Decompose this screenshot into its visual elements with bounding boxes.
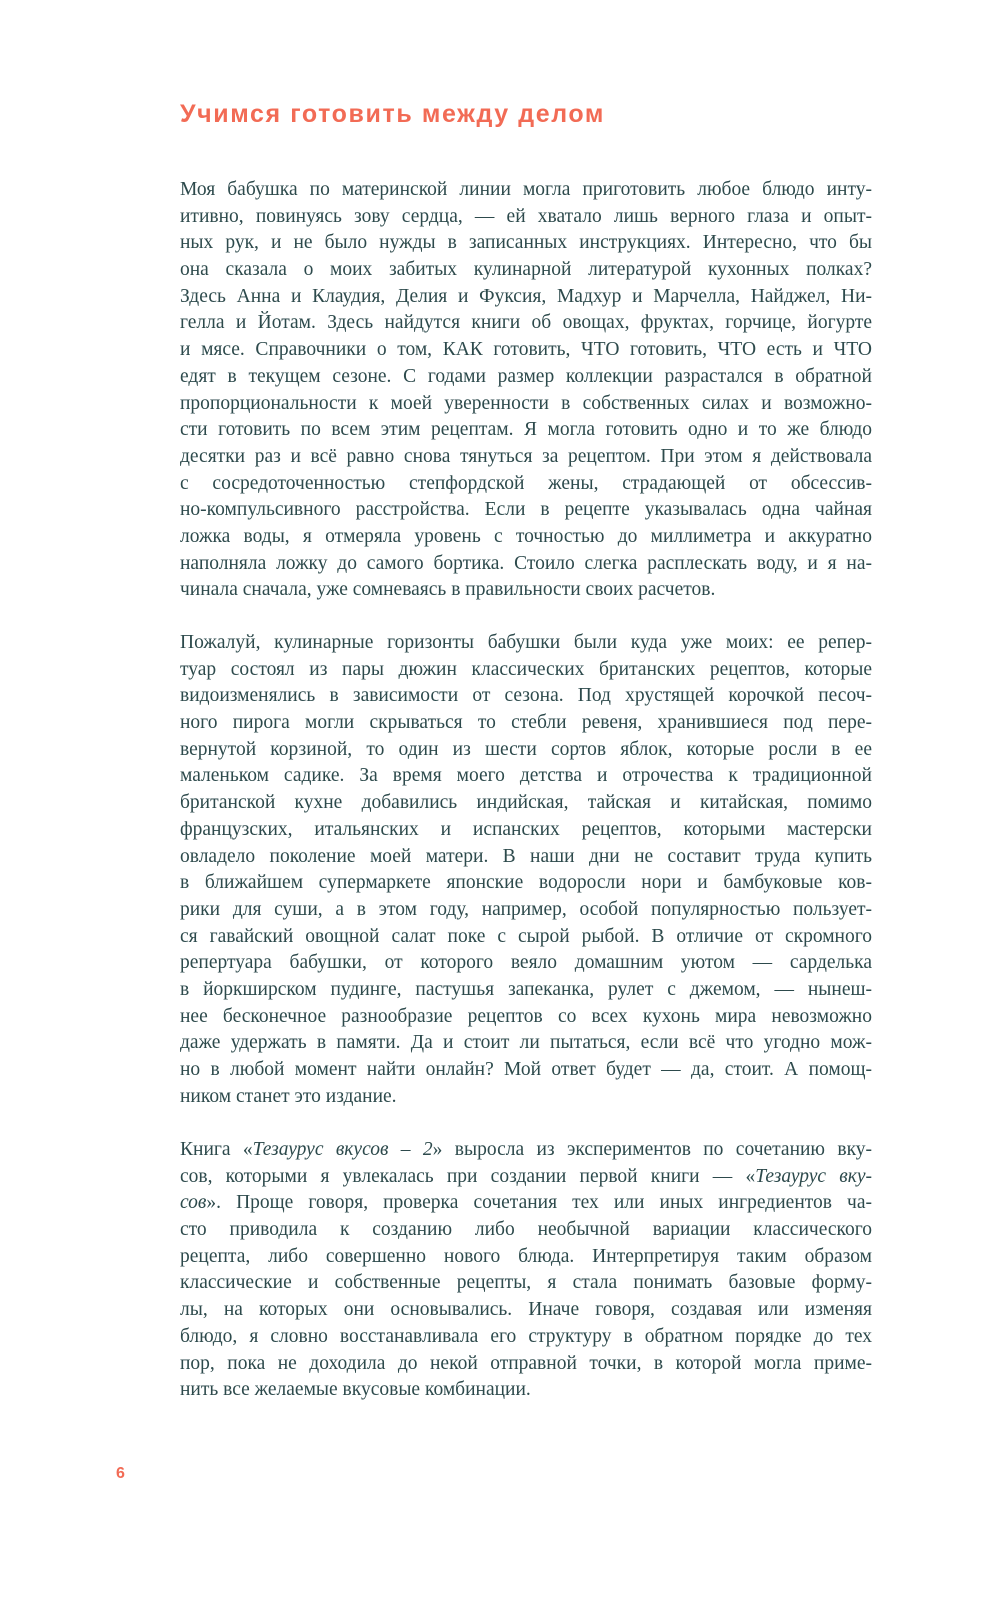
- text-line: ных рук, и не было нужды в записанных инструкциях. Интересно, что бы: [180, 232, 872, 254]
- text-line: ся гавайский овощной салат поке с сырой рыбой. В отличие от скромного: [180, 925, 872, 947]
- text-line: Здесь Анна и Клаудия, Делия и Фуксия, Мадхур и Марчелла, Найджел, Ни-: [180, 285, 872, 307]
- text-line: Книга «Тезаурус вкусов – 2» выросла из экспериментов по сочетанию вку-: [180, 1139, 873, 1160]
- text-line: рики для суши, а в этом году, например, особой популярностью пользует-: [180, 898, 872, 920]
- text-line: гелла и Йотам. Здесь найдутся книги об овощах, фруктах, горчице, йогурте: [180, 312, 872, 334]
- text-line: маленьком садике. За время моего детства и отрочества к традиционной: [180, 765, 872, 787]
- text-line: нить все желаемые вкусовые комбинации.: [180, 1379, 531, 1401]
- text-line: репертуара бабушки, от которого веяло домашним уютом — сарделька: [180, 952, 872, 974]
- text-line: видоизменялись в зависимости от сезона. Под хрустящей корочкой песоч-: [180, 685, 872, 707]
- text-line: но в любой момент найти онлайн? Мой ответ будет — да, стоит. А помощ-: [180, 1059, 872, 1080]
- text-line: сто приводила к созданию либо необычной вариации классического: [180, 1219, 872, 1241]
- text-line: нее бесконечное разнообразие рецептов со всех кухонь мира невозможно: [180, 1005, 872, 1027]
- text-line: ного пирога могли скрываться то стебли ревеня, хранившиеся под пере-: [180, 712, 872, 734]
- text-line: рецепта, либо совершенно нового блюда. Интерпретируя таким образом: [180, 1245, 872, 1267]
- section-title: Учимся готовить между делом: [180, 100, 606, 128]
- text-line: классические и собственные рецепты, я стала понимать базовые форму-: [180, 1272, 872, 1294]
- text-line: наполняла ложку до самого бортика. Стоило слегка расплескать воду, и я на-: [180, 552, 872, 574]
- text-line: туар состоял из пары дюжин классических британских рецептов, которые: [180, 658, 872, 680]
- paragraph-2: [180, 630, 872, 1110]
- page-number: 6: [116, 1465, 125, 1482]
- text-line: французских, итальянских и испанских рецептов, которыми мастерски: [180, 818, 872, 840]
- text-line: десятки раз и всё равно снова тянуться за рецептом. При этом я действовала: [180, 445, 872, 467]
- text-line: сти готовить по всем этим рецептам. Я могла готовить одно и то же блюдо: [180, 419, 872, 441]
- text-line: блюдо, я словно восстанавливала его структуру в обратном порядке до тех: [180, 1325, 872, 1347]
- text-line: она сказала о моих забитых кулинарной литературой кухонных полках?: [180, 259, 872, 281]
- text-line: лы, на которых они основывались. Иначе говоря, создавая или изменяя: [180, 1299, 872, 1321]
- text-line: и мясе. Справочники о том, КАК готовить, ЧТО готовить, ЧТО есть и ЧТО: [180, 339, 872, 361]
- text-line: едят в текущем сезоне. С годами размер коллекции разрастался в обратной: [180, 365, 872, 387]
- text-line: Пожалуй, кулинарные горизонты бабушки были куда уже моих: ее репер-: [180, 632, 872, 653]
- text-line: пропорциональности к моей уверенности в собственных силах и возможно-: [180, 392, 872, 414]
- text-line: но-компульсивного расстройства. Если в рецепте указывалась одна чайная: [180, 499, 872, 521]
- text-line: сов, которыми я увлекалась при создании первой книги — «Тезаурус вку-: [180, 1165, 872, 1187]
- text-line: вернутой корзиной, то один из шести сортов яблок, которые росли в ее: [180, 738, 872, 760]
- text-line: овладело поколение моей матери. В наши дни не составит труда купить: [180, 845, 872, 867]
- text-line: в йоркширском пудинге, пастушья запеканка, рулет с джемом, — нынеш-: [180, 978, 872, 1000]
- paragraph-1: [180, 177, 872, 604]
- text-line: с сосредоточенностью степфордской жены, страдающей от обсессив-: [180, 472, 872, 494]
- text-line: ником станет это издание.: [180, 1085, 397, 1107]
- text-line: даже удержать в памяти. Да и стоит ли пытаться, если всё что угодно мож-: [180, 1032, 872, 1054]
- text-line: сов». Проще говоря, проверка сочетания тех или иных ингредиентов ча-: [180, 1192, 872, 1214]
- text-line: в ближайшем супермаркете японские водоросли нори и бамбуковые ков-: [180, 872, 872, 894]
- paragraph-3: [180, 1137, 872, 1404]
- text-line: ложка воды, я отмеряла уровень с точностью до миллиметра и аккуратно: [180, 525, 872, 547]
- text-line: чинала сначала, уже сомневаясь в правильности своих расчетов.: [180, 579, 716, 601]
- text-line: британской кухне добавились индийская, тайская и китайская, помимо: [180, 792, 872, 814]
- text-line: Моя бабушка по материнской линии могла приготовить любое блюдо инту-: [180, 179, 872, 200]
- text-line: пор, пока не доходила до некой отправной точки, в которой могла приме-: [180, 1352, 872, 1374]
- text-line: итивно, повинуясь зову сердца, — ей хватало лишь верного глаза и опыт-: [180, 205, 872, 227]
